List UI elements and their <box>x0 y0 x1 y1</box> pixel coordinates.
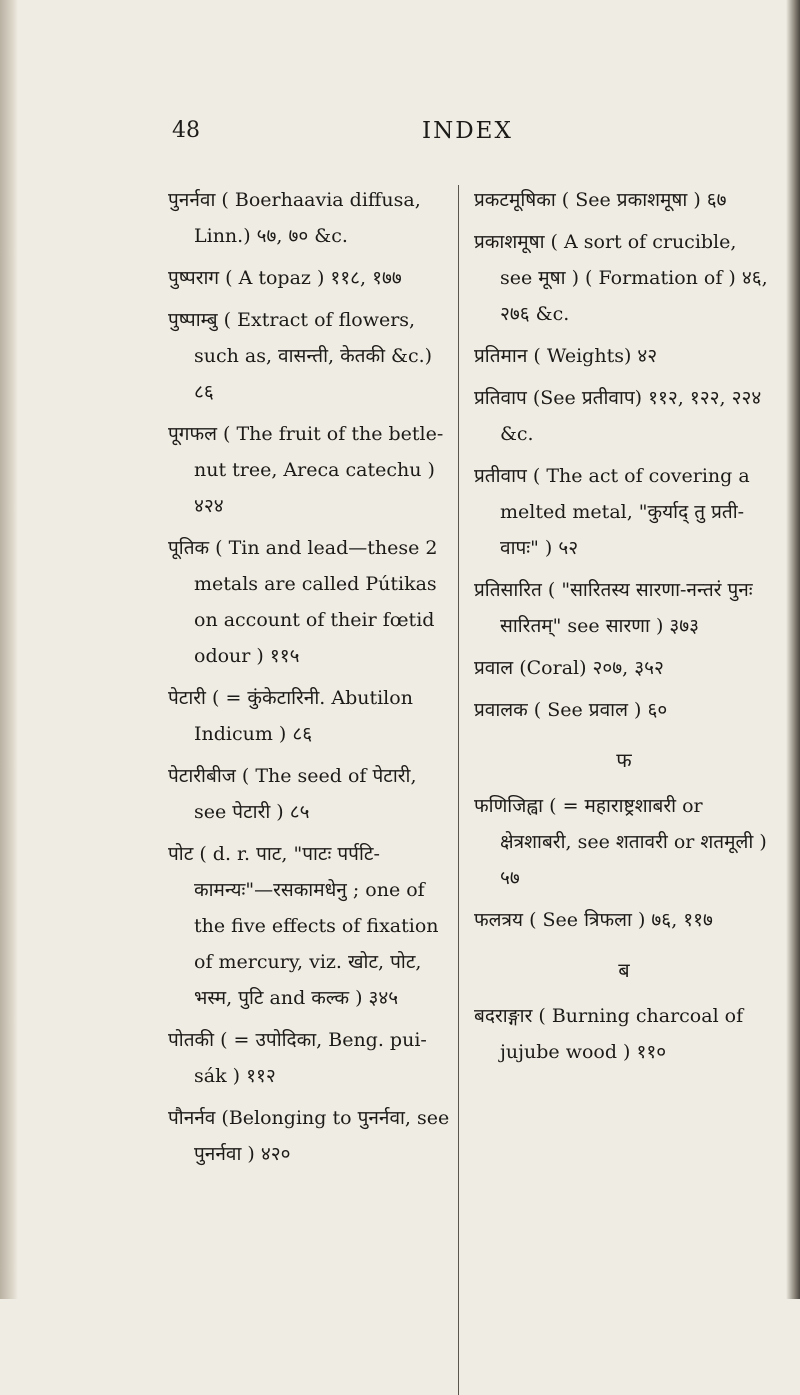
page-number: 48 <box>172 118 200 143</box>
index-entry: फणिजिह्वा ( = महाराष्ट्रशाबरी or क्षेत्रशाबरी, see शतावरी or शतमूली ) ५७ <box>474 795 767 889</box>
right-column <box>474 182 774 1076</box>
index-entry: पूगफल ( The fruit of the betle-nut tree, Areca catechu ) ४२४ <box>168 423 444 517</box>
index-entry: पोतकी ( = उपोदिका, Beng. pui-sák ) ११२ <box>168 1029 427 1087</box>
running-title: INDEX <box>422 118 513 144</box>
left-column <box>168 182 453 1178</box>
page-header <box>0 118 800 148</box>
index-entry: प्रतिसारित ( "सारितस्य सारणा-नन्तरं पुनः सारितम्" see सारणा ) ३७३ <box>474 579 753 637</box>
index-entry: प्रतिमान ( Weights) ४२ <box>474 345 658 367</box>
index-entry: प्रवालक ( See प्रवाल ) ६० <box>474 699 668 721</box>
index-entry: पौनर्नव (Belonging to पुनर्नवा, see पुनर्नवा ) ४२० <box>168 1107 450 1165</box>
index-entry: पूतिक ( Tin and lead—these 2 metals are called Pútikas on account of their fœtid odour ) ११५ <box>168 537 438 667</box>
index-entry: पेटारी ( = कुंकेटारिनी. Abutilon Indicum ) ८६ <box>168 687 413 745</box>
index-entry: प्रकाशमूषा ( A sort of crucible, see मूषा ) ( Formation of ) ४६, २७६ &c. <box>474 231 768 325</box>
index-entry: पुष्पराग ( A topaz ) ११८, १७७ <box>168 267 402 289</box>
index-entry: प्रकटमूषिका ( See प्रकाशमूषा ) ६७ <box>474 189 727 211</box>
index-entry: पोट ( d. r. पाट, "पाटः पर्पटि-कामन्यः"—रसकामधेनु ; one of the five effects of fixation of mercury, viz. खोट, पोट, भस्म, पुटि and कल्क ) ३४५ <box>168 843 439 1009</box>
index-entry: प्रवाल (Coral) २०७, ३५२ <box>474 657 664 679</box>
index-entry: पेटारीबीज ( The seed of पेटारी, see पेटारी ) ८५ <box>168 765 417 823</box>
index-entry: पुष्पाम्बु ( Extract of flowers, such as, वासन्ती, केतकी &c.) ८६ <box>168 309 433 403</box>
index-entry: प्रतिवाप (See प्रतीवाप) ११२, १२२, २२४ &c. <box>474 387 762 445</box>
index-entry: फलत्रय ( See त्रिफला ) ७६, ११७ <box>474 909 713 931</box>
index-entry: पुनर्नवा ( Boerhaavia diffusa, Linn.) ५७, ७० &c. <box>168 189 421 247</box>
page-gutter-shadow <box>0 0 18 1299</box>
section-heading-pha: फ <box>616 748 632 772</box>
page-edge-shadow <box>786 0 800 1299</box>
index-entry: बदराङ्गार ( Burning charcoal of jujube wood ) ११० <box>474 1005 744 1063</box>
section-heading-ba: ब <box>618 958 630 982</box>
column-divider <box>458 185 459 1395</box>
index-entry: प्रतीवाप ( The act of covering a melted metal, "कुर्याद् तु प्रती-वापः" ) ५२ <box>474 465 750 559</box>
